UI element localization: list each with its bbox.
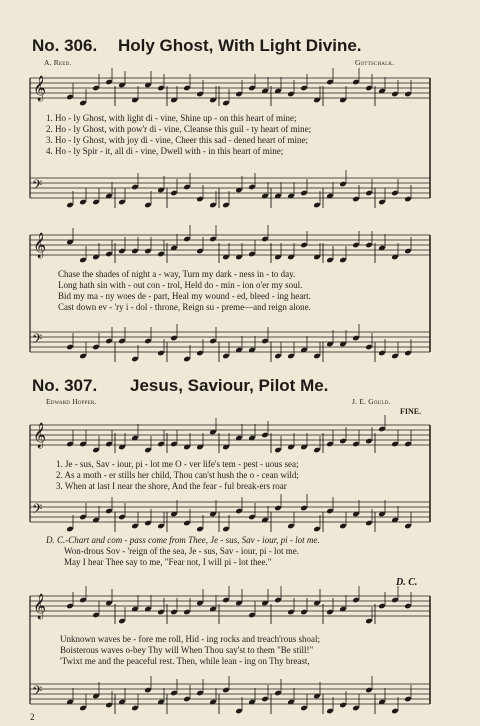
hymn-306-system-1-treble-clef: 𝄞 xyxy=(33,76,47,101)
hymn-306-words-credit: A. Reed. xyxy=(44,58,72,67)
hymn-306-verse-4-line-2: Cast down ev - 'ry i - dol - throne, Reign su - preme—and reign alone. xyxy=(58,302,311,312)
hymn-306-verse-2-line-1: 2. Ho - ly Ghost, with pow'r di - vine, Cleanse this guil - ty heart of mine; xyxy=(46,124,312,134)
hymn-307-verse-1-line-1: 1. Je - sus, Sav - iour, pi - lot me O - ver life's tem - pest - uous sea; xyxy=(56,459,299,469)
hymn-307-verse-1-line-3: Unknown waves be - fore me roll, Hid - ing rocks and treach'rous shoal; xyxy=(60,634,321,644)
hymn-307-verse-2-line-1: 2. As a moth - er stills her child, Thou can'st hush the o - cean wild; xyxy=(56,470,299,480)
hymn-307-verse-2-line-3: Boisterous waves o-bey Thy will When Thou say'st to them "Be still!" xyxy=(60,645,314,655)
hymn-306-system-1-bass-clef: 𝄢 xyxy=(32,177,43,196)
hymn-306-verse-3-line-1: 3. Ho - ly Ghost, with joy di - vine, Cheer this sad - dened heart of mine; xyxy=(46,135,308,145)
hymn-306-number: No. 306. xyxy=(32,36,98,55)
hymn-307-title: Jesus, Saviour, Pilot Me. xyxy=(130,376,329,395)
hymn-306-verse-3-line-2: Bid my ma - ny woes de - part, Heal my wound - ed, bleed - ing heart. xyxy=(58,291,311,301)
hymn-306-verse-1-line-2: Chase the shades of night a - way, Turn my dark - ness in - to day. xyxy=(58,269,296,279)
hymn-307-system-2-bass-clef: 𝄢 xyxy=(32,683,43,702)
hymn-307-fine-label: FINE. xyxy=(400,407,422,416)
hymn-307-verse-3-line-1: 3. When at last I near the shore, And the fear - ful break-ers roar xyxy=(56,481,287,491)
hymn-307-words-credit: Edward Hopper. xyxy=(46,397,97,406)
hymn-307-system-1-bass-clef: 𝄢 xyxy=(32,501,43,520)
hymn-306-title: Holy Ghost, With Light Divine. xyxy=(118,36,362,55)
hymn-307-verse-3-line-2: May I hear Thee say to me, "Fear not, I will pi - lot thee." xyxy=(64,557,272,567)
hymn-306-verse-1-line-1: 1. Ho - ly Ghost, with light di - vine, Shine up - on this heart of mine; xyxy=(46,113,297,123)
hymn-307-system-2-treble-clef: 𝄞 xyxy=(33,594,47,619)
hymn-306-verse-2-line-2: Long hath sin with - out con - trol, Held do - min - ion o'er my soul. xyxy=(58,280,303,290)
hymn-307-system-1-treble-clef: 𝄞 xyxy=(33,423,47,448)
hymn-307-verse-1-line-2: D. C.-Chart and com - pass come from Thee, Je - sus, Sav - iour, pi - lot me. xyxy=(46,535,320,545)
hymn-306-verse-4-line-1: 4. Ho - ly Spir - it, all di - vine, Dwell with - in this heart of mine; xyxy=(46,146,284,156)
hymn-306-music-credit: Gottschalk. xyxy=(355,58,395,67)
hymn-306-system-2-bass-clef: 𝄢 xyxy=(32,331,43,350)
hymn-307-dc-label: D. C. xyxy=(396,577,418,588)
hymn-307-number: No. 307. xyxy=(32,376,98,395)
page-number: 2 xyxy=(30,712,35,722)
hymn-307-verse-2-line-2: Won-drous Sov - 'reign of the sea, Je - sus, Sav - iour, pi - lot me. xyxy=(64,546,299,556)
hymn-307-verse-3-line-3: 'Twixt me and the peaceful rest. Then, while lean - ing on Thy breast, xyxy=(60,656,310,666)
hymn-307-music-credit: J. E. Gould. xyxy=(352,397,391,406)
hymn-306-system-2-treble-clef: 𝄞 xyxy=(33,233,47,258)
